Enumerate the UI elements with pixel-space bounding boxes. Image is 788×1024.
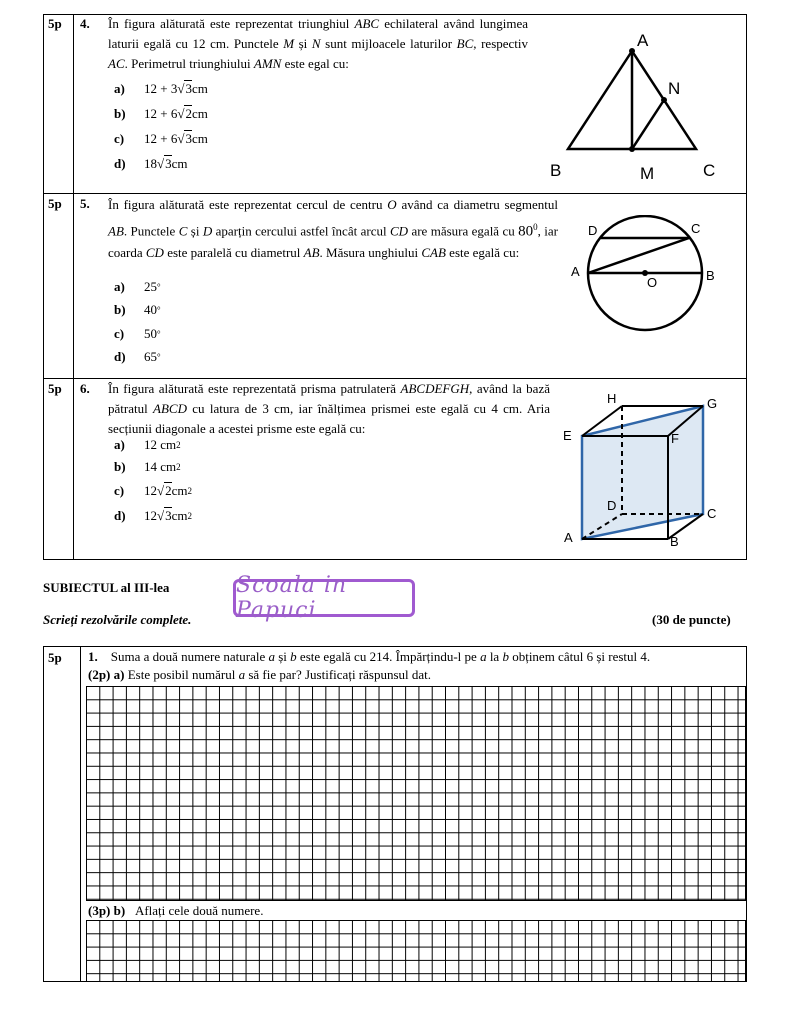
point-n — [661, 97, 667, 103]
label-c: C — [703, 161, 716, 180]
q4-points: 5p — [48, 16, 62, 31]
diagonal-section — [582, 406, 703, 539]
q6-prism-figure — [560, 388, 725, 553]
section-instructions: Scrieți rezolvările complete. — [43, 612, 192, 627]
segment-mn — [632, 100, 664, 149]
answer-grid-part-a[interactable] — [86, 686, 746, 901]
answer-grid-part-b[interactable] — [86, 920, 746, 981]
label-c: C — [691, 221, 701, 236]
label-a: A — [564, 530, 573, 545]
p1-points: 5p — [48, 650, 62, 665]
q4-stem: În figura alăturată este reprezentat triunghiul ABC echilateral având lungimea laturii egală cu 12 cm. Punctele M și N sunt mijloacele laturilor BC, respectiv AC. Perimetrul triunghiului AMN este egal cu: — [108, 16, 529, 71]
p1-stem: 1. Suma a două numere naturale a și b este egală cu 214. Împărțindu-l pe a la b obținem câtul 6 și restul 4. — [88, 649, 651, 664]
q6-points: 5p — [48, 381, 62, 396]
q6-options — [114, 434, 192, 528]
section-total-points: (30 de puncte) — [652, 612, 731, 627]
q5-circle-figure — [565, 215, 725, 340]
label-n: N — [668, 79, 681, 98]
q5-option-c[interactable]: c) 50 ° — [114, 325, 161, 341]
label-a: A — [571, 264, 580, 279]
label-b: B — [706, 268, 715, 283]
label-h: H — [607, 391, 617, 406]
point-a — [629, 48, 635, 54]
label-d: D — [588, 223, 598, 238]
q5-number: 5. — [80, 196, 90, 211]
q6-option-b[interactable]: b) 14 cm 2 — [114, 459, 181, 474]
label-o: O — [647, 275, 658, 290]
q6-option-d[interactable]: d) 12 √3 cm 2 — [114, 507, 193, 523]
label-b: B — [670, 534, 679, 549]
label-b: B — [550, 161, 562, 180]
q4-triangle-figure — [540, 24, 740, 189]
p1-part-a: (2p) a) Este posibil numărul a să fie par? Justificați răspunsul dat. — [88, 667, 432, 682]
q5-stem: În figura alăturată este reprezentat cercul de centru O având ca diametru segmentul AB. Punctele C și D aparțin cercului astfel încât arcul CD are măsura egală cu $80^0$, iar coarda CD este paralelă cu diametrul AB. Măsura unghiului CAB este egală cu: — [108, 197, 558, 261]
q6-stem: În figura alăturată este reprezentată prisma patrulateră ABCDEFGH, având la bază pătratul ABCD cu latura de 3 cm, iar înălțimea prismei este egală cu 4 cm. Aria secțiunii diagonale a acestei prisme este egală cu: — [108, 381, 550, 436]
q4-options — [114, 76, 208, 176]
label-f: F — [671, 431, 679, 446]
q4-number: 4. — [80, 16, 90, 31]
q6-option-c[interactable]: c) 12 √2 cm 2 — [114, 482, 193, 498]
label-m: M — [640, 164, 655, 183]
label-c: C — [707, 506, 717, 521]
q4-option-a[interactable]: a) 12 + 3 √3 cm — [114, 80, 208, 96]
q6-number: 6. — [80, 381, 90, 396]
q6-option-a[interactable]: a) 12 cm 2 — [114, 437, 181, 452]
q5-option-d[interactable]: d) 65 ° — [114, 349, 161, 365]
scoala-in-papuci-logo: Scoala in Papuci — [233, 579, 415, 617]
section-title: SUBIECTUL al III-lea — [43, 580, 170, 595]
chord-ac — [588, 238, 689, 273]
q5-options — [114, 275, 161, 369]
label-g: G — [707, 396, 718, 411]
q4-option-b[interactable]: b) 12 + 6 √2 cm — [114, 105, 208, 121]
q4-option-c[interactable]: c) 12 + 6 √3 cm — [114, 130, 208, 146]
q4-option-d[interactable]: d) 18 √3 cm — [114, 155, 188, 171]
problem-1-column-divider — [80, 646, 81, 982]
table-column-divider — [73, 14, 74, 560]
label-d: D — [607, 498, 617, 513]
point-m — [629, 146, 635, 152]
label-e: E — [563, 428, 572, 443]
q5-option-b[interactable]: b) 40 ° — [114, 302, 161, 318]
q5-option-a[interactable]: a) 25 ° — [114, 278, 161, 294]
label-a: A — [637, 31, 649, 50]
q5-points: 5p — [48, 196, 62, 211]
p1-part-b: (3p) b) Aflați cele două numere. — [88, 903, 264, 918]
